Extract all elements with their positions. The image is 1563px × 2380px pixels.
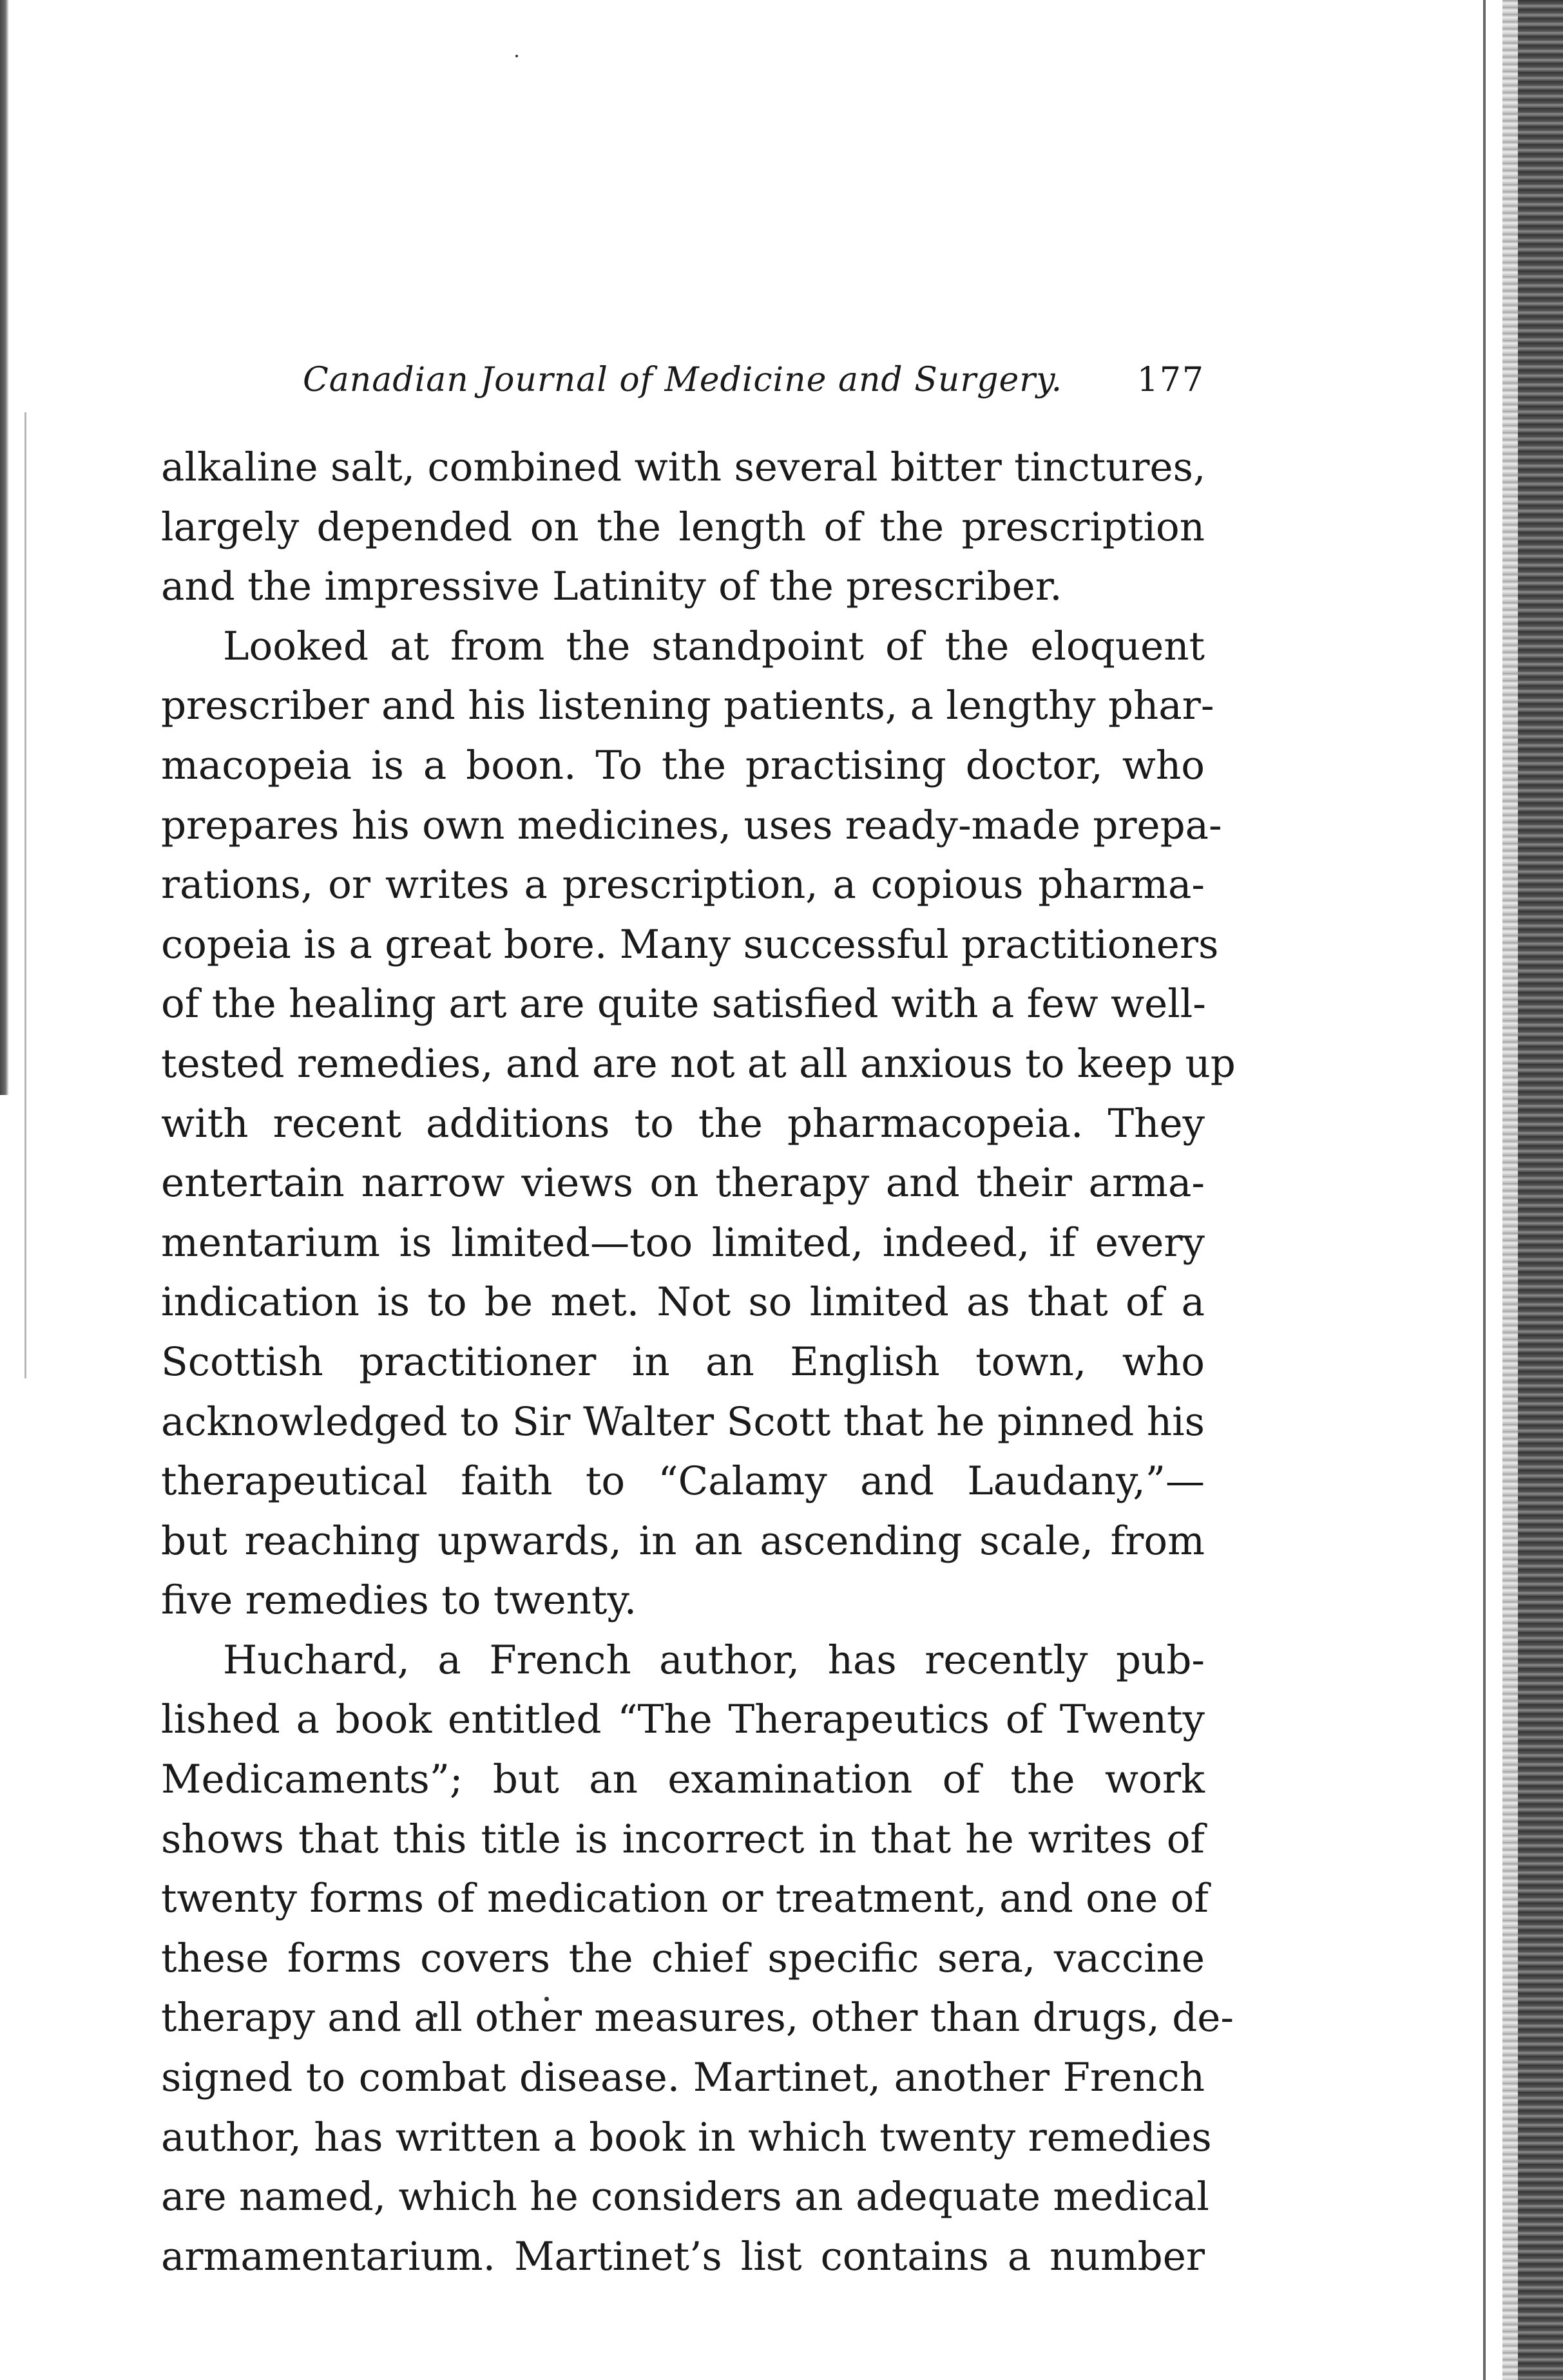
page-number: 177	[1136, 361, 1205, 399]
text-line: signed to combat disease. Martinet, another French	[161, 2055, 1205, 2101]
scan-binding-edge-right	[1518, 0, 1563, 2380]
text-line: these forms covers the chief specific sera, vaccine	[161, 1935, 1205, 1981]
running-title: Canadian Journal of Medicine and Surgery.	[303, 361, 1063, 399]
speck	[515, 55, 518, 57]
scan-binding-edge-left	[0, 0, 9, 1095]
text-line: mentarium is limited—too limited, indeed, if every	[161, 1219, 1205, 1266]
text-line: macopeia is a boon. To the practising doctor, who	[161, 742, 1205, 788]
scan-line-left	[24, 412, 26, 1378]
text-line: but reaching upwards, in an ascending scale, from	[161, 1518, 1205, 1564]
text-line: and the impressive Latinity of the prescriber.	[161, 564, 1062, 610]
text-line: are named, which he considers an adequate medical	[161, 2174, 1209, 2220]
text-line: acknowledged to Sir Walter Scott that he pinned his	[161, 1398, 1205, 1445]
text-line: author, has written a book in which twenty remedies	[161, 2114, 1212, 2160]
body-text	[161, 438, 1236, 2287]
text-line: therapeutical faith to “Calamy and Laudany,”—	[161, 1458, 1205, 1505]
text-line: prescriber and his listening patients, a lengthy phar-	[161, 683, 1214, 729]
text-line: Scottish practitioner in an English town, who	[161, 1338, 1205, 1385]
text-line: copeia is a great bore. Many successful practitioners	[161, 921, 1219, 967]
scan-line-right	[1483, 0, 1486, 2380]
paragraph-2	[161, 617, 1236, 1631]
paragraph-1	[161, 438, 1205, 617]
text-line: Medicaments”; but an examination of the work	[161, 1756, 1205, 1803]
text-line: armamentarium. Martinet’s list contains a number	[161, 2233, 1205, 2280]
paragraph-3	[161, 1631, 1234, 2287]
page	[161, 361, 1236, 2287]
scan-shadow-right	[1502, 0, 1518, 2380]
text-line: of the healing art are quite satisfied with a few well-	[161, 981, 1206, 1027]
text-line: largely depended on the length of the prescription	[161, 504, 1205, 550]
text-line: alkaline salt, combined with several bitter tinctures,	[161, 444, 1206, 490]
text-line: therapy and all other measures, other than drugs, de-	[161, 1995, 1234, 2041]
text-line: prepares his own medicines, uses ready-made prepa-	[161, 802, 1222, 848]
text-line: twenty forms of medication or treatment, and one of	[161, 1876, 1209, 1922]
text-line: Looked at from the standpoint of the eloquent	[223, 623, 1205, 669]
text-line: shows that this title is incorrect in that he writes of	[161, 1816, 1205, 1862]
text-line: with recent additions to the pharmacopeia. They	[161, 1100, 1205, 1147]
text-line: rations, or writes a prescription, a copious pharma-	[161, 862, 1205, 908]
text-line: five remedies to twenty.	[161, 1577, 637, 1624]
text-line: entertain narrow views on therapy and their arma-	[161, 1160, 1205, 1206]
text-line: indication is to be met. Not so limited as that of a	[161, 1279, 1205, 1326]
text-line: tested remedies, and are not at all anxious to keep up	[161, 1040, 1236, 1087]
running-head	[161, 361, 1205, 412]
text-line: Huchard, a French author, has recently pub-	[223, 1637, 1205, 1683]
text-line: lished a book entitled “The Therapeutics of Twenty	[161, 1697, 1205, 1743]
